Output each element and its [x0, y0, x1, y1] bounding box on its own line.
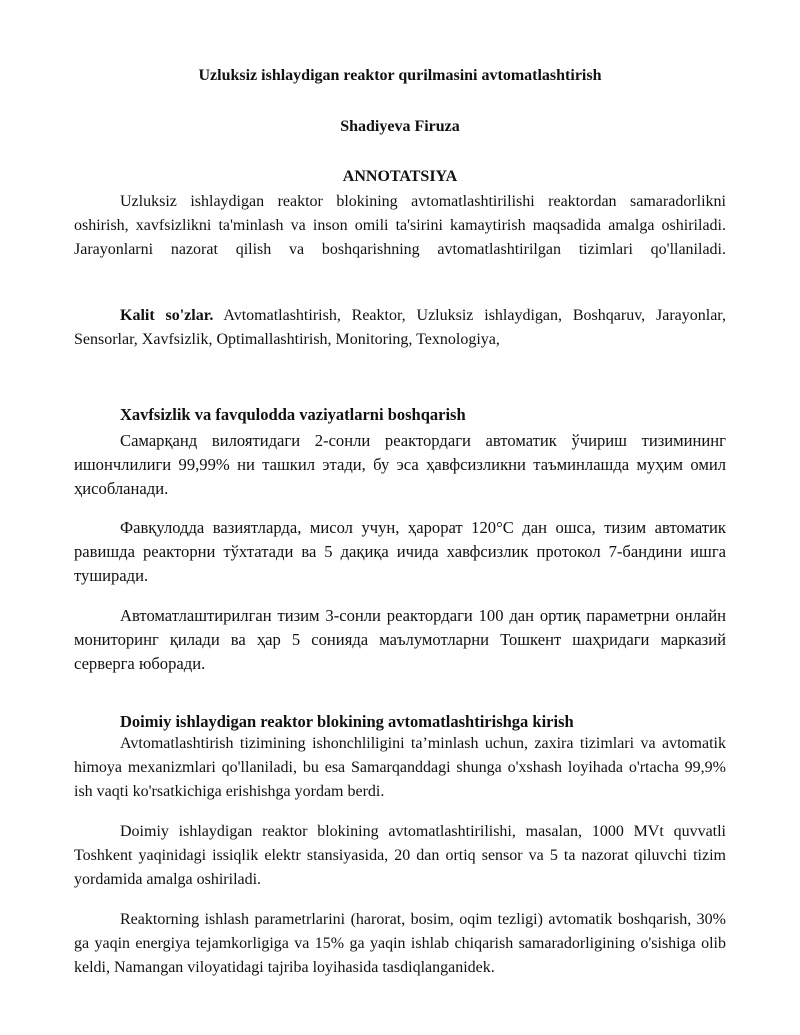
section-heading-automation: Doimiy ishlaydigan reaktor blokining avtomatlashtirishga kirish — [120, 712, 574, 731]
section-heading-safety: Xavfsizlik va favqulodda vaziyatlarni boshqarish — [120, 405, 466, 424]
author-name: Shadiyeva Firuza — [340, 118, 460, 135]
section-paragraph: Reaktorning ishlash parametrlarini (harorat, bosim, oqim tezligi) avtomatik boshqarish, 30% ga yaqin energiya tejamkorligiga va 15% ga yaqin ishlab chiqarish samaradorligining o'sishiga olib keldi, Namangan viloyatidagi tajriba loyihasida tasdiqlanganidek. — [74, 911, 726, 976]
section-paragraph: Фавқулодда вазиятларда, мисол учун, ҳарорат 120°C дан ошса, тизим автоматик равишда реакторни тўхтатади ва 5 дақиқа ичида хавфсизлик протокол 7-бандини ишга туширади. — [74, 518, 726, 585]
keywords-paragraph — [74, 304, 726, 352]
keywords-label: Kalit so'zlar. — [120, 307, 214, 324]
section-paragraph: Самарқанд вилоятидаги 2-сонли реактордаги автоматик ўчириш тизимининг ишончлилиги 99,99% ни ташкил этади, бу эса ҳавфсизликни таъминлашда муҳим омил ҳисобланади. — [74, 431, 726, 498]
section-paragraph: Автоматлаштирилган тизим 3-сонли реактордаги 100 дан ортиқ параметрни онлайн мониторинг қилади ва ҳар 5 сонияда маълумотларни Тошкент шаҳридаги марказий серверга юборади. — [74, 606, 726, 673]
section-paragraph: Doimiy ishlaydigan reaktor blokining avtomatlashtirilishi, masalan, 1000 MVt quvvatli Toshkent yaqinidagi issiqlik elektr stansiyasida, 20 dan ortiq sensor va 5 ta nazorat qiluvchi tizim yordamida amalga oshiriladi. — [74, 823, 726, 888]
annotation-paragraph: Uzluksiz ishlaydigan reaktor blokining avtomatlashtirilishi reaktordan samaradorlikni oshirish, xavfsizlikni ta'minlash va inson omili ta'sirini kamaytirish maqsadida amalga oshiriladi. Jarayonlarni nazorat qilish va boshqarishning avtomatlashtirilgan tizimlari qo'llaniladi. — [74, 193, 726, 258]
annotation-heading: ANNOTATSIYA — [342, 168, 458, 185]
document-title: Uzluksiz ishlaydigan reaktor qurilmasini avtomatlashtirish — [198, 67, 602, 84]
keywords-list: Avtomatlashtirish, Reaktor, Uzluksiz ishlaydigan, Boshqaruv, Jarayonlar, Sensorlar, Xavfsizlik, Optimallashtirish, Monitoring, Texnologiya, — [74, 307, 726, 348]
section-paragraph: Avtomatlashtirish tizimining ishonchliligini ta’minlash uchun, zaxira tizimlari va avtomatik himoya mexanizmlari qo'llaniladi, bu esa Samarqanddagi shunga o'xshash loyihada o'rtacha 99,9% ish vaqti ko'rsatkichiga erishishga yordam berdi. — [74, 735, 726, 800]
